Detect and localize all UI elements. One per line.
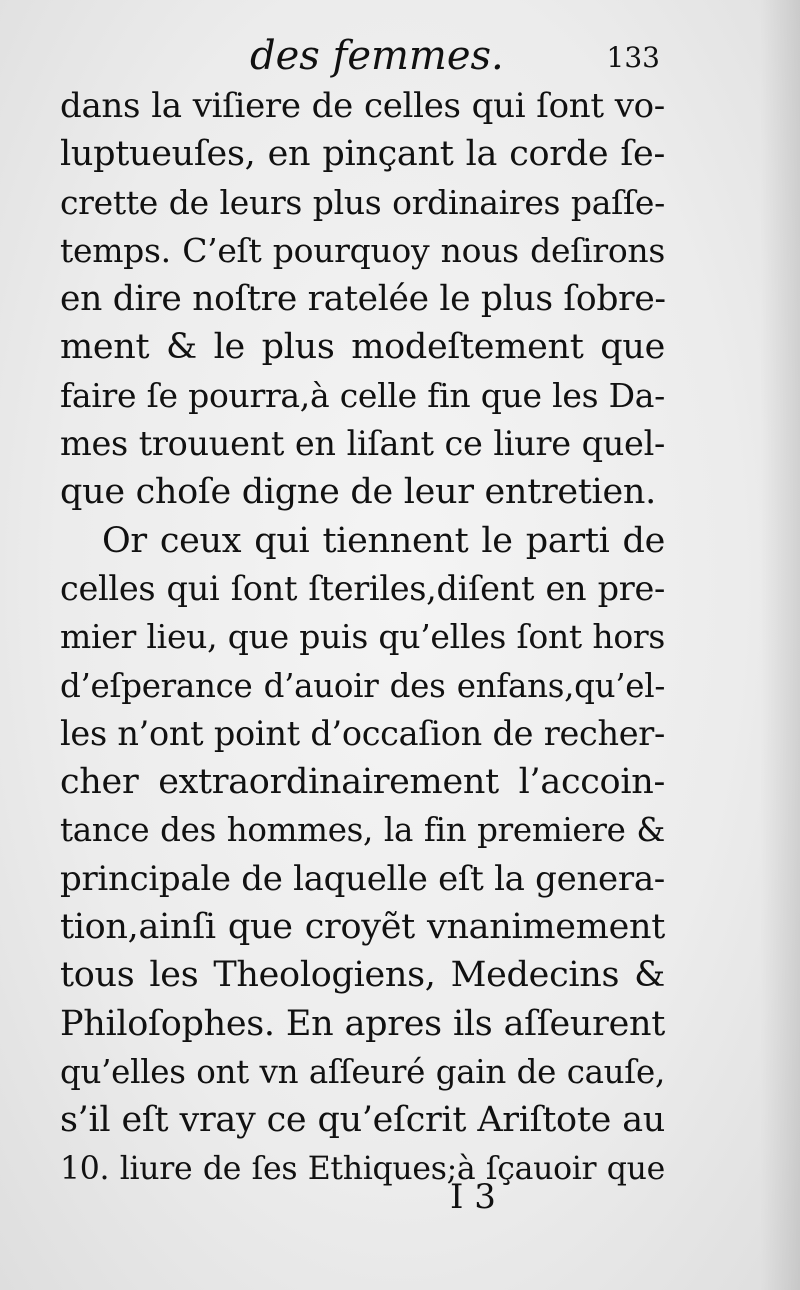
text-line: cher extraordinairement l’accoin- (60, 762, 665, 803)
text-line: mier lieu, que puis qu’elles ſont hors (60, 617, 665, 657)
text-line: tion,ainſi que croyẽt vnanimement (60, 907, 665, 948)
text-line: faire ſe pourra,à celle fin que les Da- (60, 375, 665, 415)
text-line: en dire noſtre ratelée le plus ſobre- (60, 279, 666, 320)
page-header (60, 28, 660, 84)
text-line: Or ceux qui tiennent le parti de (102, 520, 665, 561)
text-line: s’il eſt vray ce qu’eſcrit Ariſtote au (60, 1100, 665, 1141)
text-line: tance des hommes, la fin premiere & (60, 811, 665, 850)
text-line: d’eſperance d’auoir des enfans,qu’el- (60, 666, 665, 705)
text-line: dans la viſiere de celles qui ſont vo- (60, 86, 665, 126)
page-edge-shadow (760, 0, 800, 1290)
text-line: luptueuſes, en pinçant la corde ſe- (60, 134, 665, 175)
signature-mark: I 3 (450, 1177, 496, 1217)
text-line: temps. C’eſt pourquoy nous deſirons (60, 230, 665, 270)
running-title: des femmes. (250, 33, 504, 79)
page-footer (450, 1175, 496, 1219)
text-line: mes trouuent en liſant ce liure quel- (60, 424, 665, 464)
text-line: Philoſophes. En apres ils aſſeurent (60, 1003, 665, 1044)
page-number: 133 (606, 41, 660, 74)
text-line: que choſe digne de leur entretien. (60, 472, 656, 513)
text-line: celles qui ſont ſteriles,diſent en pre- (60, 568, 665, 608)
text-line: les n’ont point d’occaſion de recher- (60, 713, 665, 753)
text-line: crette de leurs plus ordinaires paſſe- (60, 182, 665, 222)
text-line: principale de laquelle eſt la genera- (60, 858, 665, 899)
text-line: 10. liure de ſes Ethiques;à ſçauoir que (60, 1150, 665, 1187)
text-line: qu’elles ont vn aſſeuré gain de cauſe, (60, 1052, 665, 1091)
body-text (60, 82, 665, 1193)
text-line: tous les Theologiens, Medecins & (60, 955, 665, 996)
text-line: ment & le plus modeſtement que (60, 327, 665, 368)
